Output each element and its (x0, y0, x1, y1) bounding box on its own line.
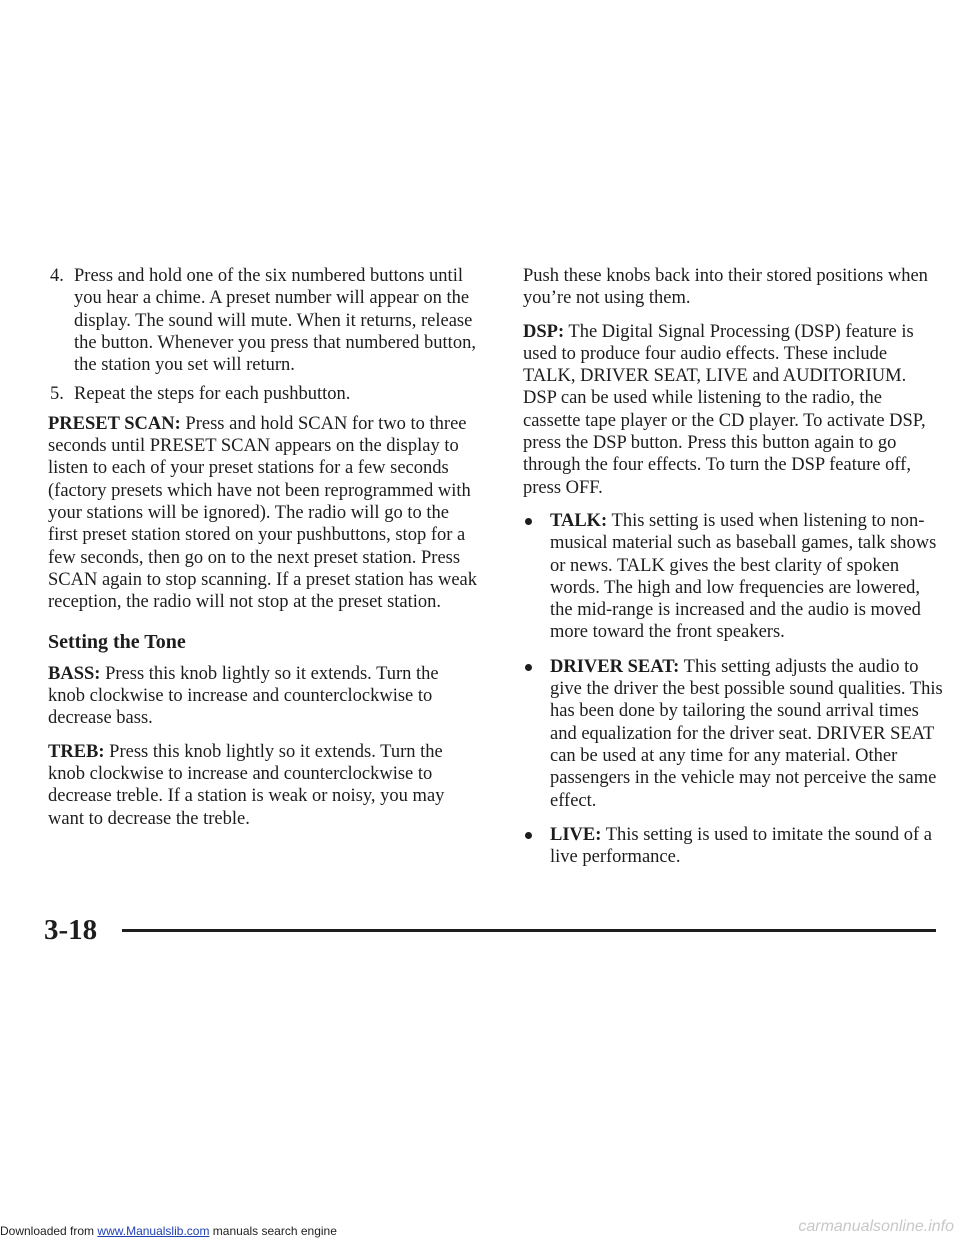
bullet-icon (525, 664, 532, 671)
preset-scan-term: PRESET SCAN: (48, 413, 181, 434)
driver-seat-term: DRIVER SEAT: (550, 656, 680, 677)
step-text: Press and hold one of the six numbered buttons until you hear a chime. A preset number will appear on the display. The sound will mute. When it returns, release the button. Whenever you press that numbered button, the station you set will return. (74, 266, 476, 376)
treb-paragraph (48, 741, 478, 830)
tone-heading: Setting the Tone (48, 631, 186, 654)
watermark: carmanualsonline.info (798, 1218, 954, 1235)
bass-text: Press this knob lightly so it extends. Turn the knob clockwise to increase and counterclockwise to decrease bass. (48, 663, 439, 729)
source-line (0, 1224, 337, 1238)
talk-term: TALK: (550, 510, 608, 531)
preset-scan-text: Press and hold SCAN for two to three seconds until PRESET SCAN appears on the display to listen to each of your preset stations for a few seconds (factory presets which have not been reprogrammed with your stations will be ignored). The radio will go to the first preset station stored on your pushbuttons, stop for a few seconds, then go on to the next preset station. Press SCAN again to stop scanning. If a preset station has weak reception, the radio will not stop at the preset station. (48, 413, 478, 613)
bullet-icon (525, 518, 532, 525)
step-number: 4. (50, 266, 64, 286)
talk-text: This setting is used when listening to non-musical material such as baseball games, talk shows or news. TALK gives the best clarity of spoken words. The high and low frequencies are lowered, the mid-range is increased and the audio is moved more toward the front speakers. (550, 510, 937, 643)
step-text: Repeat the steps for each pushbutton. (74, 384, 351, 405)
dsp-term: DSP: (523, 321, 565, 342)
live-text: This setting is used to imitate the sound of a live performance. (550, 824, 932, 868)
step-5 (48, 383, 478, 405)
footer-rule (122, 929, 936, 932)
live-term: LIVE: (550, 824, 602, 845)
intro-paragraph: Push these knobs back into their stored positions when you’re not using them. (523, 266, 928, 309)
bullet-driver-seat (523, 656, 943, 812)
treb-text: Press this knob lightly so it extends. Turn the knob clockwise to increase and counterclockwise to decrease treble. If a station is weak or noisy, you may want to decrease the treble. (48, 741, 445, 829)
page-number: 3-18 (44, 914, 98, 946)
left-column (48, 265, 478, 841)
step-number: 5. (50, 384, 64, 405)
preset-scan-paragraph (48, 413, 478, 614)
bass-paragraph (48, 663, 478, 730)
bullet-live (523, 824, 943, 869)
driver-seat-text: This setting adjusts the audio to give the driver the best possible sound qualities. This has been done by tailoring the sound arrival times and equalization for the driver seat. DRIVER SEAT can be used at any time for any material. Other passengers in the vehicle may not perceive the same effect. (550, 656, 943, 811)
dsp-paragraph (523, 321, 943, 499)
treb-term: TREB: (48, 741, 105, 762)
right-column (523, 265, 943, 880)
bullet-talk (523, 510, 943, 644)
step-4 (48, 265, 478, 376)
manualslib-link[interactable]: www.Manualslib.com (97, 1224, 210, 1238)
bass-term: BASS: (48, 663, 101, 684)
source-suffix: manuals search engine (212, 1224, 337, 1238)
bullet-icon (525, 832, 532, 839)
dsp-text: The Digital Signal Processing (DSP) feature is used to produce four audio effects. These include TALK, DRIVER SEAT, LIVE and AUDITORIUM. DSP can be used while listening to the radio, the cassette tape player or the CD player. To activate DSP, press the DSP button. Press this button again to go through the four effects. To turn the DSP feature off, press OFF. (523, 321, 926, 498)
source-prefix: Downloaded from (0, 1224, 95, 1238)
